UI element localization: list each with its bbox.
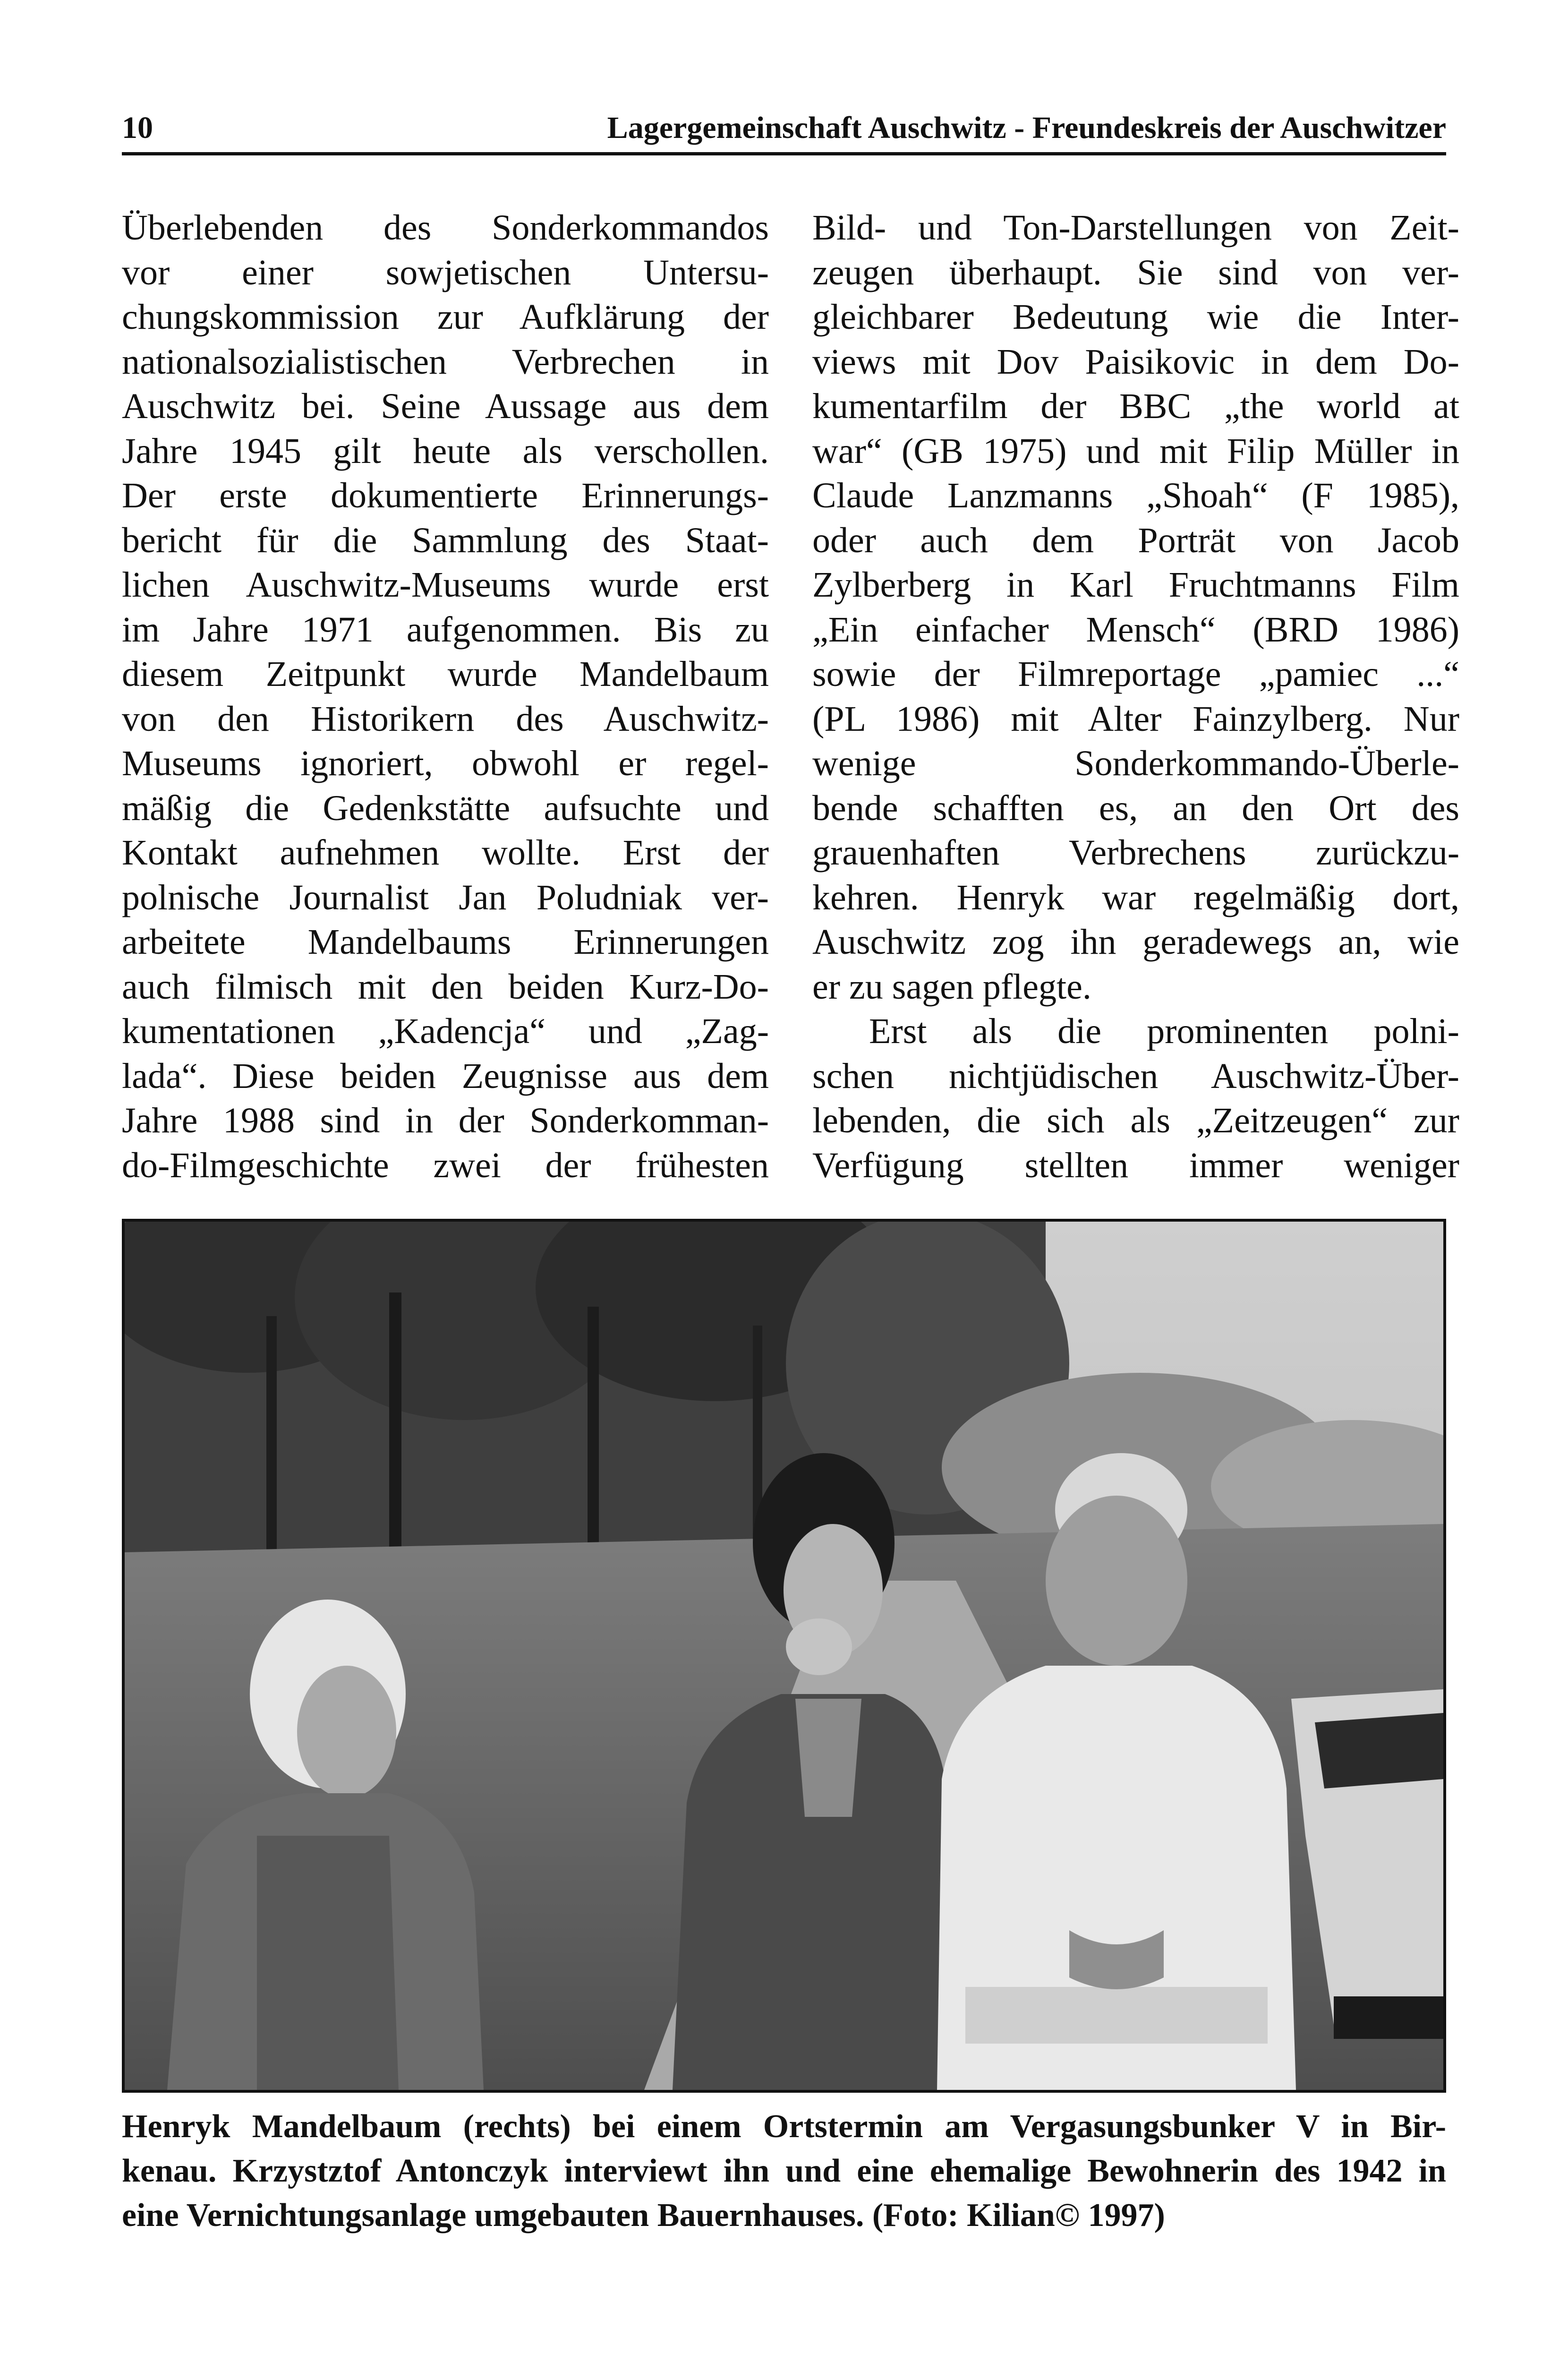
text-line: er zu sagen pflegte. bbox=[812, 967, 1091, 1007]
text-line: lebenden, die sich als „Zeitzeugen“ zur bbox=[812, 1101, 1459, 1140]
text-line: Kontakt aufnehmen wollte. Erst der bbox=[122, 833, 769, 873]
page-number: 10 bbox=[122, 111, 153, 145]
text-line: diesem Zeitpunkt wurde Mandelbaum bbox=[122, 654, 769, 694]
text-line: (PL 1986) mit Alter Fainzylberg. Nur bbox=[812, 699, 1459, 739]
text-column-right bbox=[812, 205, 1459, 1188]
text-line: mäßig die Gedenkstätte aufsuchte und bbox=[122, 788, 769, 828]
text-line: Claude Lanzmanns „Shoah“ (F 1985), bbox=[812, 476, 1459, 515]
text-line: wenige Sonderkommando-Überle- bbox=[812, 744, 1459, 783]
text-line: Jahre 1988 sind in der Sonderkomman- bbox=[122, 1101, 769, 1140]
text-line: views mit Dov Paisikovic in dem Do- bbox=[812, 342, 1459, 382]
text-line: Jahre 1945 gilt heute als verschollen. bbox=[122, 431, 769, 471]
text-line: von den Historikern des Auschwitz- bbox=[122, 699, 769, 739]
text-line: chungskommission zur Aufklärung der bbox=[122, 297, 769, 337]
photo bbox=[122, 1219, 1446, 2093]
text-line: zeugen überhaupt. Sie sind von ver- bbox=[812, 252, 1459, 292]
text-line: kumentarfilm der BBC „the world at bbox=[812, 386, 1459, 426]
text-line: im Jahre 1971 aufgenommen. Bis zu bbox=[122, 609, 769, 650]
text-line: Auschwitz zog ihn geradewegs an, wie bbox=[812, 922, 1459, 962]
text-line: grauenhaften Verbrechens zurückzu- bbox=[812, 833, 1459, 873]
text-line: Überlebenden des Sonderkommandos bbox=[122, 208, 769, 248]
text-line: oder auch dem Porträt von Jacob bbox=[812, 520, 1459, 560]
text-line: Museums ignoriert, obwohl er regel- bbox=[122, 744, 769, 783]
text-line: kehren. Henryk war regelmäßig dort, bbox=[812, 877, 1459, 917]
text-line: polnische Journalist Jan Poludniak ver- bbox=[122, 877, 769, 917]
text-line: schen nichtjüdischen Auschwitz-Über- bbox=[812, 1056, 1459, 1096]
photo-caption bbox=[122, 2105, 1446, 2238]
text-line: war“ (GB 1975) und mit Filip Müller in bbox=[812, 431, 1459, 471]
text-line: bende schafften es, an den Ort des bbox=[812, 788, 1459, 828]
text-line: Bild- und Ton-Darstellungen von Zeit- bbox=[812, 208, 1459, 248]
text-line: Erst als die prominenten polni- bbox=[869, 1011, 1459, 1051]
text-line: auch filmisch mit den beiden Kurz-Do- bbox=[122, 967, 769, 1007]
caption-line: eine Vernichtungsanlage umgebauten Bauernhauses. (Foto: Kilian© 1997) bbox=[122, 2197, 1165, 2234]
text-line: kumentationen „Kadencja“ und „Zag- bbox=[122, 1011, 769, 1051]
text-line: Auschwitz bei. Seine Aussage aus dem bbox=[122, 386, 769, 426]
text-line: sowie der Filmreportage „pamiec ...“ bbox=[812, 654, 1459, 694]
text-line: bericht für die Sammlung des Staat- bbox=[122, 520, 769, 560]
text-line: arbeitete Mandelbaums Erinnerungen bbox=[122, 922, 769, 962]
text-line: do-Filmgeschichte zwei der frühesten bbox=[122, 1145, 769, 1185]
text-line: Der erste dokumentierte Erinnerungs- bbox=[122, 476, 769, 515]
text-line: gleichbarer Bedeutung wie die Inter- bbox=[812, 297, 1459, 337]
text-line: vor einer sowjetischen Untersu- bbox=[122, 252, 769, 292]
text-column-left bbox=[122, 205, 769, 1188]
text-line: „Ein einfacher Mensch“ (BRD 1986) bbox=[812, 609, 1459, 650]
running-header: Lagergemeinschaft Auschwitz - Freundeskreis der Auschwitzer bbox=[607, 111, 1446, 145]
text-line: lada“. Diese beiden Zeugnisse aus dem bbox=[122, 1056, 769, 1096]
header-rule bbox=[122, 152, 1446, 155]
caption-line: Henryk Mandelbaum (rechts) bei einem Ortstermin am Vergasungsbunker V in Bir- bbox=[122, 2108, 1446, 2145]
text-line: lichen Auschwitz-Museums wurde erst bbox=[122, 565, 769, 605]
caption-line: kenau. Krzystztof Antonczyk interviewt ihn und eine ehemalige Bewohnerin des 1942 in bbox=[122, 2153, 1446, 2189]
text-line: nationalsozialistischen Verbrechen in bbox=[122, 342, 769, 382]
text-line: Zylberberg in Karl Fruchtmanns Film bbox=[812, 565, 1459, 605]
text-line: Verfügung stellten immer weniger bbox=[812, 1145, 1459, 1185]
